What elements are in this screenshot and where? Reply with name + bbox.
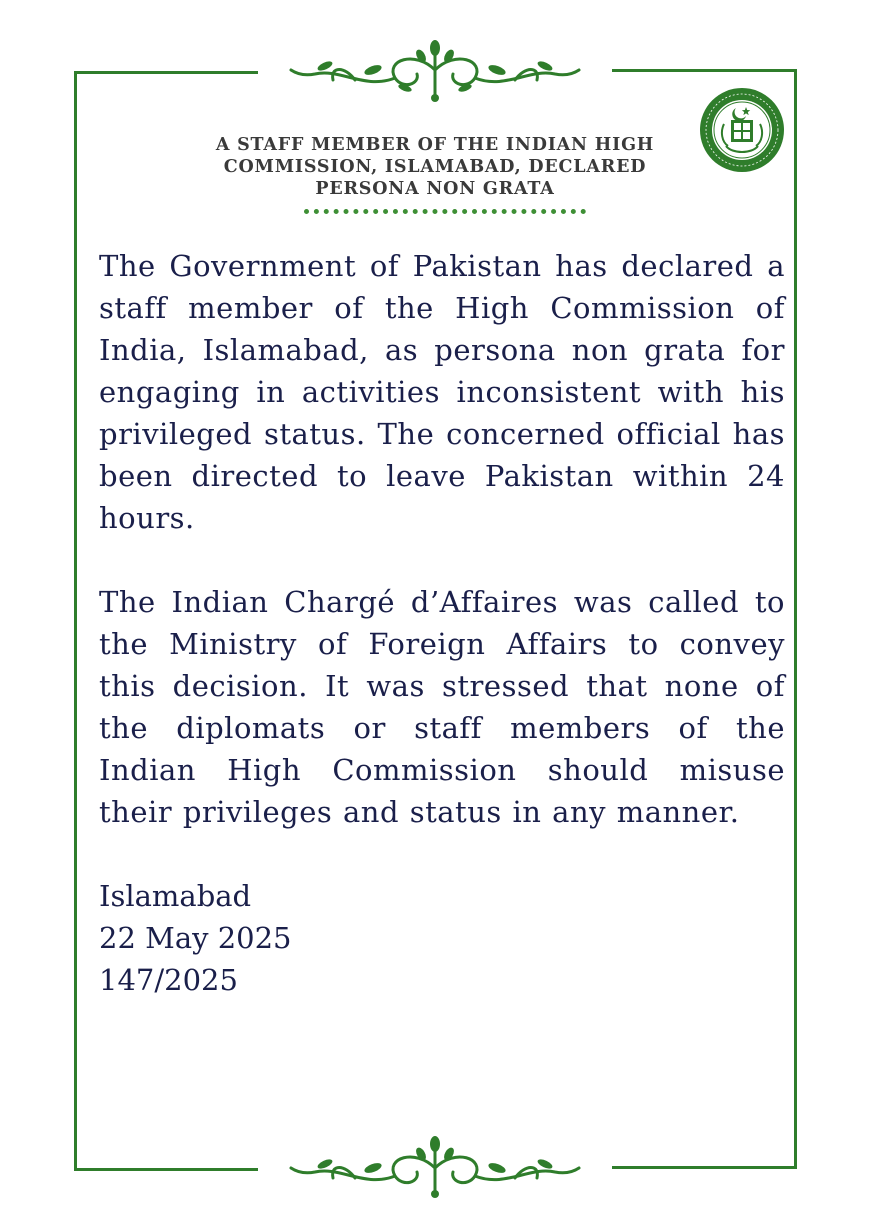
bottom-ornament-icon	[285, 1136, 585, 1200]
page-title	[200, 134, 670, 200]
press-release-body	[99, 245, 785, 875]
frame-top-left	[74, 71, 258, 74]
title-line-3: PERSONA NON GRATA	[315, 179, 555, 199]
frame-bottom-right	[612, 1166, 797, 1169]
signoff-block	[99, 875, 292, 1001]
signoff-reference: 147/2025	[99, 963, 238, 997]
title-line-1: A STAFF MEMBER OF THE INDIAN HIGH	[215, 135, 655, 155]
frame-left	[74, 71, 77, 1171]
signoff-place: Islamabad	[99, 879, 252, 913]
title-line-2: COMMISSION, ISLAMABAD, DECLARED	[223, 157, 647, 177]
paragraph-2: The Indian Chargé d’Affaires was called to the Ministry of Foreign Affairs to convey this decision. It was stressed that none of the diplomats or staff members of the Indian High Commission should misuse their privileges and status in any manner.	[99, 585, 785, 829]
paragraph-1: The Government of Pakistan has declared a staff member of the High Commission of India, Islamabad, as persona non grata for engaging in activities inconsistent with his privileged status. The concerned official has been directed to leave Pakistan within 24 hours.	[99, 249, 785, 535]
signoff-date: 22 May 2025	[99, 921, 292, 955]
frame-top-right	[612, 69, 797, 72]
top-ornament-icon	[285, 40, 585, 104]
ministry-seal-icon	[698, 86, 786, 174]
frame-right	[794, 69, 797, 1169]
frame-bottom-left	[74, 1168, 258, 1171]
title-underline	[304, 209, 586, 214]
